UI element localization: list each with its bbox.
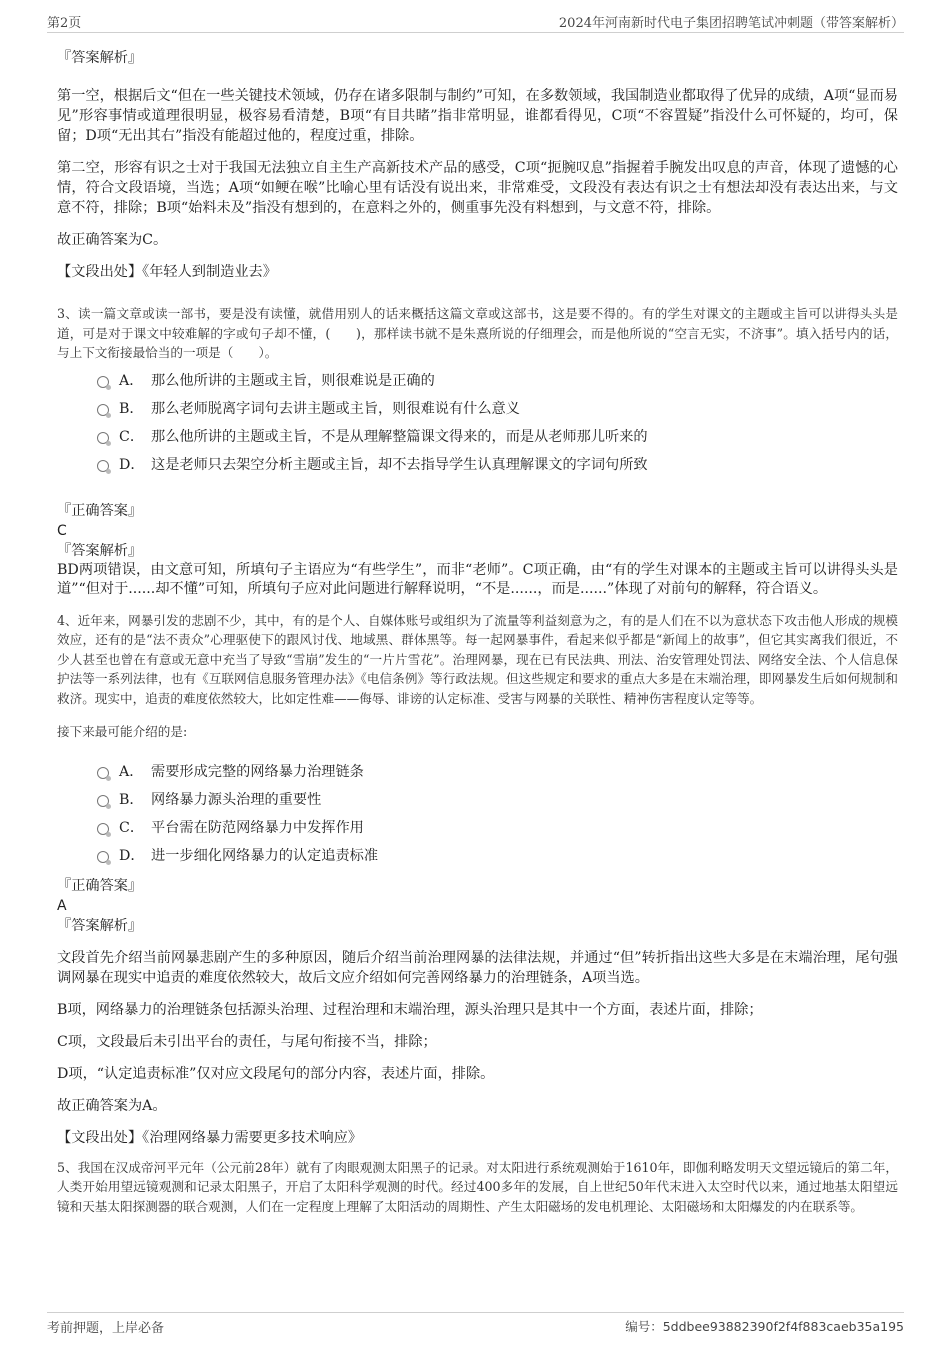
correct-answer: A xyxy=(57,897,67,914)
analysis-paragraph: 第一空，根据后文“但在一些关键技术领域，仍存在诸多限制与制约”可知，在多数领域，我国制造业都取得了优异的成绩，A项“显而易见”形容事情或道理很明显，极容易看清楚，B项“有目共睹”指非常明显，谁都看得见，C项“不容置疑”指没什么可怀疑的，均可，保留；D项“无出其右”指没有能超过他的，程度过重，排除。 xyxy=(57,88,898,144)
document-title: 2024年河南新时代电子集团招聘笔试冲刺题（带答案解析） xyxy=(558,16,904,31)
analysis-label: 『答案解析』 xyxy=(57,50,143,66)
footer-slogan: 考前押题，上岸必备 xyxy=(47,1321,165,1336)
analysis-paragraph: C项，文段最后未引出平台的责任，与尾句衔接不当，排除； xyxy=(57,1033,437,1050)
radio-icon[interactable] xyxy=(97,767,109,779)
question-4-options xyxy=(97,758,898,870)
analysis-paragraph: B项，网络暴力的治理链条包括源头治理、过程治理和末端治理，源头治理只是其中一个方面，表述片面，排除； xyxy=(57,1001,763,1018)
option-b[interactable]: B． 网络暴力源头治理的重要性 xyxy=(97,786,898,814)
option-b[interactable]: B． 那么老师脱离字词句去讲主题或主旨，则很难说有什么意义 xyxy=(97,395,898,423)
correct-answer-label: 『正确答案』 xyxy=(57,502,143,519)
source-citation: 【文段出处】《治理网络暴力需要更多技术响应》 xyxy=(57,1129,363,1146)
radio-icon[interactable] xyxy=(97,432,109,444)
page-number: 第2页 xyxy=(47,16,82,31)
page-footer xyxy=(47,1312,904,1335)
source-citation: 【文段出处】《年轻人到制造业去》 xyxy=(57,264,277,280)
option-c[interactable]: C． 那么他所讲的主题或主旨，不是从理解整篇课文得来的，而是从老师那儿听来的 xyxy=(97,423,898,451)
question-5-stem: 5、我国在汉成帝河平元年（公元前28年）就有了肉眼观测太阳黑子的记录。对太阳进行系统观测始于1610年，即伽利略发明天文望远镜后的第二年，人类开始用望远镜观测和记录太阳黑子，开启了太阳科学观测的时代。经过400多年的发展，自上世纪50年代末进入太空时代以来，通过地基太阳望远镜和天基太阳探测器的联合观测，人们在一定程度上理解了太阳活动的周期性、产生太阳磁场的发电机理论、太阳磁场和太阳爆发的内在联系等。 xyxy=(57,1159,898,1214)
radio-icon[interactable] xyxy=(97,460,109,472)
radio-icon[interactable] xyxy=(97,795,109,807)
page-header xyxy=(47,12,904,33)
analysis-paragraph: 文段首先介绍当前网暴悲剧产生的多种原因，随后介绍当前治理网暴的法律法规，并通过“但”转折指出这些大多是在末端治理，尾句强调网暴在现实中追责的难度依然较大，故后文应介绍如何完善网络暴力的治理链条，A项当选。 xyxy=(57,949,898,986)
option-c[interactable]: C． 平台需在防范网络暴力中发挥作用 xyxy=(97,814,898,842)
analysis-paragraph: BD两项错误，由文意可知，所填句子主语应为“有些学生”，而非“老师”。C项正确，由“有的学生对课本的主题或主旨可以讲得头头是道”“但对于......却不懂”可知，所填句子应对此问题进行解释说明，“不是......，而是......”体现了对前句的解释，符合语义。 xyxy=(57,561,898,597)
radio-icon[interactable] xyxy=(97,851,109,863)
option-d[interactable]: D． 进一步细化网络暴力的认定追责标准 xyxy=(97,842,898,870)
radio-icon[interactable] xyxy=(97,376,109,388)
analysis-paragraph: D项，“认定追责标准”仅对应文段尾句的部分内容，表述片面，排除。 xyxy=(57,1065,495,1082)
question-3-stem: 3、读一篇文章或读一部书，要是没有读懂，就借用别人的话来概括这篇文章或这部书，这是要不得的。有的学生对课文的主题或主旨可以讲得头头是道，可是对于课文中较难解的字或句子却不懂，( )，那样读书就不是朱熹所说的仔细理会，而是他所说的“空言无实，不济事”。填入括号内的话，与上下文衔接最恰当的一项是（ ）。 xyxy=(57,306,898,360)
answer-conclusion: 故正确答案为C。 xyxy=(57,232,168,248)
option-d[interactable]: D． 这是老师只去架空分析主题或主旨，却不去指导学生认真理解课文的字词句所致 xyxy=(97,451,898,479)
question-4-prompt: 接下来最可能介绍的是: xyxy=(57,724,188,739)
option-a[interactable]: A． 那么他所讲的主题或主旨，则很难说是正确的 xyxy=(97,367,898,395)
radio-icon[interactable] xyxy=(97,404,109,416)
correct-answer-label: 『正确答案』 xyxy=(57,877,143,894)
document-body xyxy=(57,44,898,1216)
question-4-stem: 4、近年来，网暴引发的悲剧不少，其中，有的是个人、自媒体账号或组织为了流量等利益刻意为之，有的是人们在不以为意状态下攻击他人形成的规模效应，还有的是“法不责众”心理驱使下的跟风讨伐、地域黑、群体黑等。每一起网暴事件，看起来似乎都是“新闻上的故事”，但它其实离我们很近，不少人甚至也曾在有意或无意中充当了导致“雪崩”发生的“一片片雪花”。治理网暴，现在已有民法典、刑法、治安管理处罚法、网络安全法、个人信息保护法等一系列法律，也有《互联网信息服务管理办法》《电信条例》等行政法规。但这些规定和要求的重点大多是在末端治理，即网暴发生后如何规制和救济。现实中，追责的难度依然较大，比如定性难——侮辱、诽谤的认定标准、受害与网暴的关联性、精神伤害程度认定等等。 xyxy=(57,612,898,706)
correct-answer: C xyxy=(57,522,67,539)
document-code: 编号：5ddbee93882390f2f4f883caeb35a195 xyxy=(625,1319,904,1334)
option-a[interactable]: A． 需要形成完整的网络暴力治理链条 xyxy=(97,758,898,786)
analysis-label: 『答案解析』 xyxy=(57,542,143,559)
answer-conclusion: 故正确答案为A。 xyxy=(57,1097,167,1114)
radio-icon[interactable] xyxy=(97,823,109,835)
question-3-options xyxy=(97,367,898,479)
analysis-paragraph: 第二空，形容有识之士对于我国无法独立自主生产高新技术产品的感受，C项“扼腕叹息”指握着手腕发出叹息的声音，体现了遗憾的心情，符合文段语境，当选；A项“如鲠在喉”比喻心里有话没有说出来，非常难受，文段没有表达有识之士有想法却没有表达出来，与文意不符，排除；B项“始料未及”指没有想到的，在意料之外的，侧重事先没有料想到，与文意不符，排除。 xyxy=(57,160,898,216)
analysis-label: 『答案解析』 xyxy=(57,917,143,934)
